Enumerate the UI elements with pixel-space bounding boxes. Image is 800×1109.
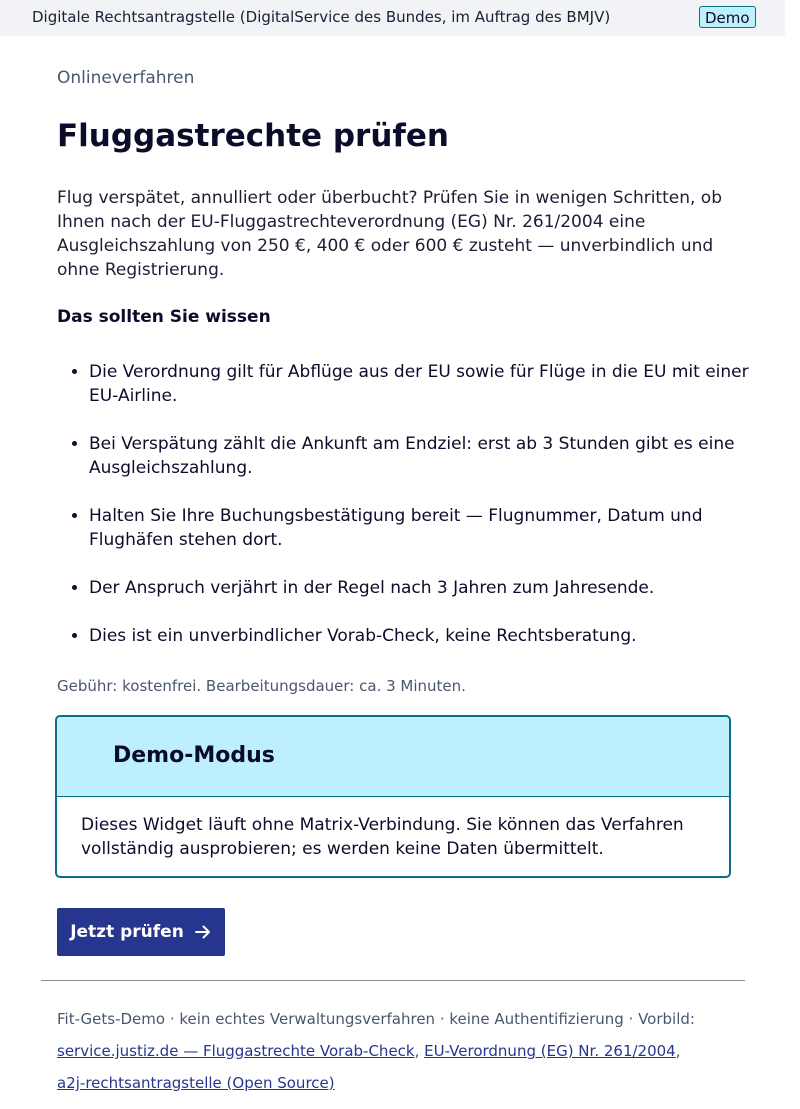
link-a2j-project[interactable]: a2j-rechtsantragstelle (Open Source) <box>57 1074 335 1092</box>
arrow-right-icon <box>194 923 212 941</box>
intro-text: Flug verspätet, annulliert oder überbucht? Prüfen Sie in wenigen Schritten, ob Ihnen nach der EU-Fluggastrechteverordnung (EG) Nr. 261/2004 eine Ausgleichszahlung von 250 €, 400 € oder 600 € zusteht — unverbindlich und ohne Registrierung. <box>57 188 723 280</box>
page-eyebrow: Onlineverfahren <box>57 68 195 88</box>
footer <box>57 1003 747 1099</box>
footer-separator: , <box>414 1042 420 1060</box>
demo-badge: Demo <box>699 6 756 28</box>
list-item: • Bei Verspätung zählt die Ankunft am Endziel: erst ab 3 Stunden gibt es eine Ausgleichszahlung. <box>89 432 749 480</box>
start-check-label: Jetzt prüfen <box>70 922 184 942</box>
list-item: • Die Verordnung gilt für Abflüge aus der EU sowie für Flüge in die EU mit einer EU-Airline. <box>89 360 749 408</box>
facts-list <box>57 360 749 672</box>
footer-separator: , <box>675 1042 681 1060</box>
organization-label: Digitale Rechtsantragstelle (DigitalService des Bundes, im Auftrag des BMJV) <box>32 8 611 26</box>
page-title: Fluggastrechte prüfen <box>57 118 449 154</box>
facts-heading: Das sollten Sie wissen <box>57 307 271 327</box>
callout-body: Dieses Widget läuft ohne Matrix-Verbindung. Sie können das Verfahren vollständig ausprobieren; es werden keine Daten übermittelt. <box>81 815 684 859</box>
list-item: • Der Anspruch verjährt in der Regel nach 3 Jahren zum Jahresende. <box>89 576 749 600</box>
footer-divider <box>41 980 745 981</box>
link-service-justiz[interactable]: service.justiz.de — Fluggastrechte Vorab-Check <box>57 1042 415 1060</box>
top-bar <box>0 0 785 36</box>
list-item: • Halten Sie Ihre Buchungsbestätigung bereit — Flugnummer, Datum und Flughäfen stehen dort. <box>89 504 749 552</box>
demo-mode-callout <box>55 715 731 878</box>
link-eu-regulation[interactable]: EU-Verordnung (EG) Nr. 261/2004 <box>424 1042 676 1060</box>
start-check-button[interactable] <box>57 908 225 956</box>
list-item: • Dies ist ein unverbindlicher Vorab-Check, keine Rechtsberatung. <box>89 624 749 648</box>
fee-note: Gebühr: kostenfrei. Bearbeitungsdauer: ca. 3 Minuten. <box>57 677 466 695</box>
callout-title: Demo-Modus <box>113 743 275 768</box>
callout-header <box>57 717 729 797</box>
footer-text: Fit-Gets-Demo · kein echtes Verwaltungsverfahren · keine Authentifizierung · Vorbild: <box>57 1010 695 1028</box>
